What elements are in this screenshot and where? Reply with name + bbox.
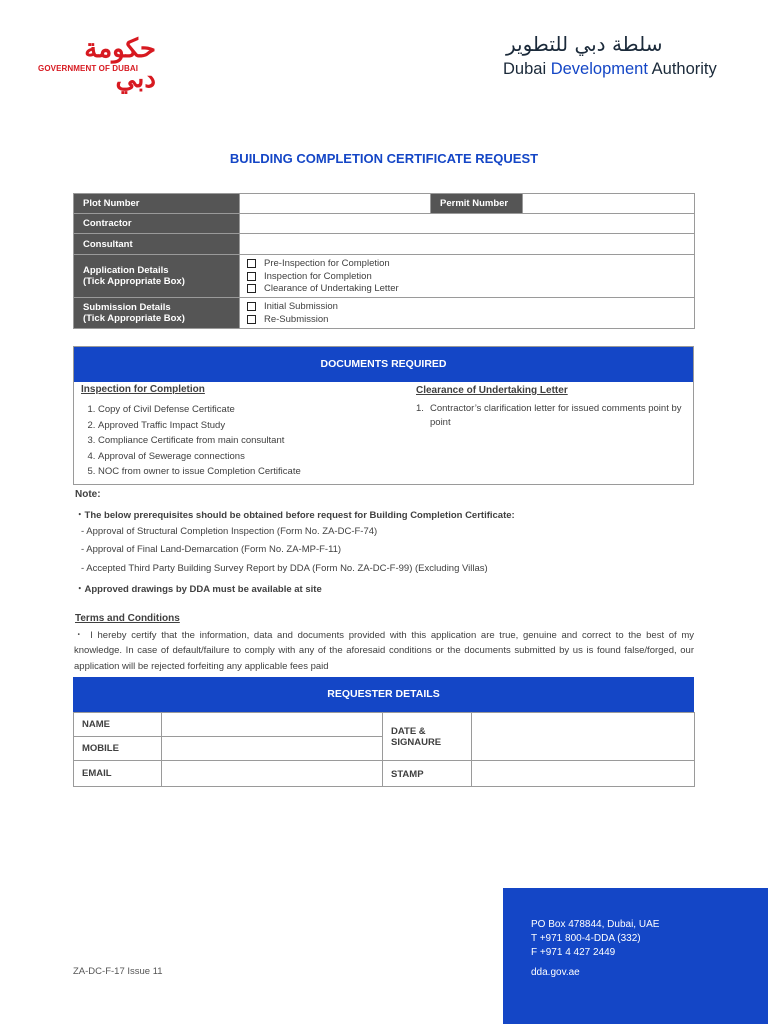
application-details-label bbox=[74, 255, 240, 298]
note-line bbox=[75, 581, 322, 595]
name-field[interactable] bbox=[162, 713, 383, 737]
submission-options bbox=[240, 298, 695, 329]
date-signature-field[interactable] bbox=[472, 713, 695, 761]
form-code: ZA-DC-F-17 Issue 11 bbox=[73, 966, 163, 977]
bullet-icon: ・ bbox=[75, 584, 85, 595]
application-details-hint: (Tick Appropriate Box) bbox=[83, 276, 185, 287]
contact-panel bbox=[503, 888, 768, 1024]
note-line bbox=[81, 563, 488, 574]
dda-word-2: Development bbox=[550, 60, 648, 78]
note-line bbox=[75, 507, 515, 521]
clearance-item-text: Contractor’s clarification letter for issued comments point by point bbox=[430, 403, 682, 428]
mobile-field[interactable] bbox=[162, 737, 383, 761]
stamp-field[interactable] bbox=[472, 761, 695, 787]
note-text: Accepted Third Party Building Survey Report by DDA (Form No. ZA-DC-F-99) (Excluding Villas) bbox=[86, 563, 488, 574]
date-signature-label: DATE & SIGNAURE bbox=[383, 713, 472, 761]
plot-number-field[interactable] bbox=[240, 194, 431, 214]
telephone: T +971 800-4-DDA (332) bbox=[531, 933, 641, 944]
dash-icon: - bbox=[81, 563, 87, 574]
note-label: Note: bbox=[75, 489, 101, 500]
submission-details-title: Submission Details bbox=[83, 302, 171, 313]
permit-number-label: Permit Number bbox=[431, 194, 523, 214]
list-item: 2. Approved Traffic Impact Study bbox=[98, 418, 301, 434]
page-title: BUILDING COMPLETION CERTIFICATE REQUEST bbox=[229, 151, 539, 166]
option-label: Initial Submission bbox=[264, 301, 338, 313]
checkbox[interactable] bbox=[247, 272, 256, 281]
government-of-dubai-logo bbox=[36, 34, 156, 94]
dda-word-1: Dubai bbox=[503, 60, 547, 78]
option-clearance[interactable] bbox=[247, 282, 685, 295]
permit-number-field[interactable] bbox=[523, 194, 695, 214]
bullet-icon: ・ bbox=[74, 630, 91, 641]
dash-icon: - bbox=[81, 526, 87, 537]
contractor-field[interactable] bbox=[240, 214, 695, 234]
requester-details-heading: REQUESTER DETAILS bbox=[73, 677, 694, 712]
terms-text bbox=[74, 628, 694, 674]
option-inspection[interactable] bbox=[247, 270, 685, 283]
list-item: 4. Approval of Sewerage connections bbox=[98, 449, 301, 465]
consultant-field[interactable] bbox=[240, 234, 695, 255]
gov-logo-english: GOVERNMENT OF DUBAI bbox=[38, 64, 139, 73]
inspection-title: Inspection for Completion bbox=[81, 384, 205, 395]
note-line bbox=[81, 544, 341, 555]
option-label: Clearance of Undertaking Letter bbox=[264, 283, 399, 294]
consultant-label: Consultant bbox=[74, 234, 240, 255]
application-details-title: Application Details bbox=[83, 265, 169, 276]
po-box: PO Box 478844, Dubai, UAE bbox=[531, 919, 660, 930]
option-label: Re-Submission bbox=[264, 313, 329, 325]
clearance-title: Clearance of Undertaking Letter bbox=[416, 385, 568, 396]
plot-number-label: Plot Number bbox=[74, 194, 240, 214]
dash-icon: - bbox=[81, 544, 87, 555]
list-item: 5. NOC from owner to issue Completion Certificate bbox=[98, 464, 301, 480]
note-line bbox=[81, 526, 377, 537]
list-item: 3. Compliance Certificate from main consultant bbox=[98, 433, 301, 449]
dda-word-3: Authority bbox=[651, 60, 717, 78]
name-label: NAME bbox=[74, 713, 162, 737]
note-text: Approval of Structural Completion Inspection (Form No. ZA-DC-F-74) bbox=[86, 526, 378, 537]
checkbox[interactable] bbox=[247, 302, 256, 311]
email-label: EMAIL bbox=[74, 761, 162, 787]
stamp-label: STAMP bbox=[383, 761, 472, 787]
terms-body: I hereby certify that the information, data and documents provided with this application are true, genuine and correct to the best of my knowledge. In case of default/failure to comply with any of the aforesaid conditions or the documents submitted by us is found false/forged, our application will be rejected forfeiting any applicable fees paid bbox=[74, 630, 695, 672]
email-field[interactable] bbox=[162, 761, 383, 787]
option-initial-submission[interactable] bbox=[247, 301, 685, 314]
mobile-label: MOBILE bbox=[74, 737, 162, 761]
documents-required-heading: DOCUMENTS REQUIRED bbox=[74, 347, 693, 382]
option-pre-inspection[interactable] bbox=[247, 257, 685, 270]
dda-logo bbox=[500, 32, 740, 82]
option-re-submission[interactable] bbox=[247, 313, 685, 326]
clearance-item-number: 1. bbox=[416, 403, 424, 414]
contractor-label: Contractor bbox=[74, 214, 240, 234]
bullet-icon: ・ bbox=[75, 510, 85, 521]
checkbox[interactable] bbox=[247, 259, 256, 268]
dda-logo-english bbox=[503, 60, 717, 79]
website-link[interactable]: dda.gov.ae bbox=[531, 967, 580, 978]
documents-required-section bbox=[73, 346, 694, 485]
note-text: Approval of Final Land-Demarcation (Form No. ZA-MP-F-11) bbox=[86, 544, 342, 555]
application-form-table bbox=[73, 193, 695, 329]
clearance-item bbox=[416, 402, 686, 429]
list-item: 1. Copy of Civil Defense Certificate bbox=[98, 402, 301, 418]
gov-logo-arabic: حكومة دبي bbox=[84, 34, 156, 94]
terms-title: Terms and Conditions bbox=[75, 613, 180, 624]
submission-details-hint: (Tick Appropriate Box) bbox=[83, 313, 185, 324]
checkbox[interactable] bbox=[247, 284, 256, 293]
submission-details-label bbox=[74, 298, 240, 329]
option-label: Pre-Inspection for Completion bbox=[264, 258, 390, 269]
note-text: The below prerequisites should be obtained before request for Building Completion Certificate: bbox=[84, 510, 515, 521]
option-label: Inspection for Completion bbox=[264, 270, 372, 282]
checkbox[interactable] bbox=[247, 315, 256, 324]
note-text: Approved drawings by DDA must be available at site bbox=[84, 584, 322, 595]
requester-table bbox=[73, 712, 695, 787]
dda-logo-arabic: سلطة دبي للتطوير bbox=[506, 32, 663, 56]
inspection-list bbox=[74, 402, 301, 480]
application-options bbox=[240, 255, 695, 298]
fax: F +971 4 427 2449 bbox=[531, 947, 616, 958]
